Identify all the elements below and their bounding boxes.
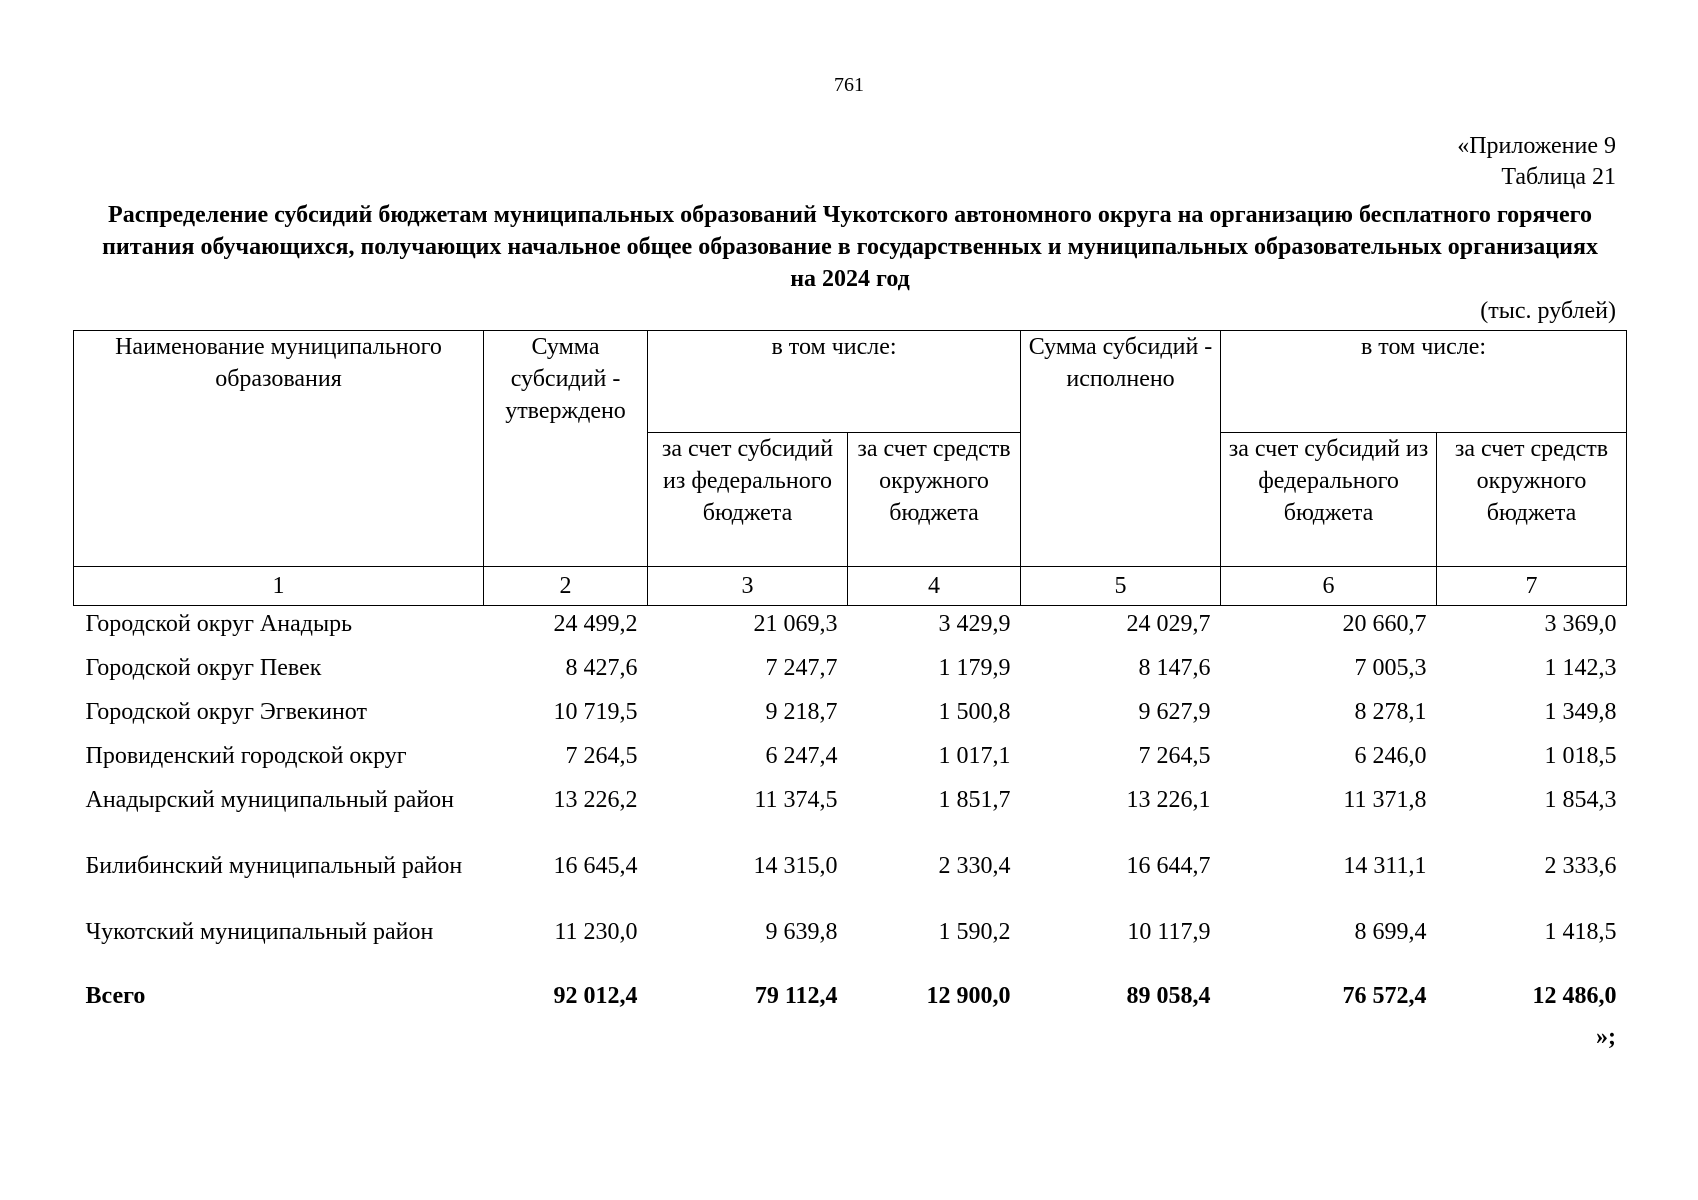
- approved-federal-value: 6 247,4: [765, 743, 838, 769]
- header-municipality: Наименование муниципального образования: [74, 331, 484, 567]
- table-row: [74, 782, 1627, 848]
- header-approved-regional: за счет средств окружного бюджета: [848, 433, 1021, 567]
- units-label: (тыс. рублей): [1480, 298, 1616, 324]
- executed-federal-value: 11 371,8: [1343, 787, 1427, 813]
- executed-regional-value: 1 142,3: [1544, 655, 1617, 681]
- total-approved-regional-value: 12 900,0: [926, 983, 1011, 1009]
- approved-total-value: 7 264,5: [565, 743, 638, 769]
- table-label: Таблица 21: [1501, 164, 1616, 190]
- total-executed-regional-value: 12 486,0: [1532, 983, 1617, 1009]
- total-approved-federal-value: 79 112,4: [754, 983, 838, 1009]
- table-row: [74, 738, 1627, 782]
- approved-federal-value: 14 315,0: [753, 853, 838, 879]
- approved-federal-value: 11 374,5: [754, 787, 838, 813]
- executed-total-value: 10 117,9: [1127, 919, 1211, 945]
- approved-regional-value: 1 500,8: [938, 699, 1011, 725]
- approved-regional-value: 2 330,4: [938, 853, 1011, 879]
- total-executed-federal-value: 76 572,4: [1342, 983, 1427, 1009]
- executed-regional-value: 1 418,5: [1544, 919, 1617, 945]
- municipality-name: Провиденский городской округ: [85, 743, 407, 769]
- closing-quote: »;: [1596, 1024, 1616, 1050]
- municipality-name: Городской округ Эгвекинот: [85, 699, 367, 725]
- executed-total-value: 24 029,7: [1126, 611, 1211, 637]
- header-approved-total: Сумма субсидий - утверждено: [484, 331, 648, 567]
- column-number: 1: [74, 567, 484, 606]
- executed-total-value: 16 644,7: [1126, 853, 1211, 879]
- executed-total-value: 8 147,6: [1138, 655, 1211, 681]
- municipality-name: Городской округ Анадырь: [85, 611, 353, 637]
- total-approved-value: 92 012,4: [553, 983, 638, 1009]
- executed-federal-value: 7 005,3: [1354, 655, 1427, 681]
- header-executed-federal: за счет субсидий из федерального бюджета: [1221, 433, 1437, 567]
- column-number: 4: [848, 567, 1021, 606]
- approved-regional-value: 1 179,9: [938, 655, 1011, 681]
- appendix-reference: [1457, 131, 1616, 193]
- approved-federal-value: 9 639,8: [765, 919, 838, 945]
- approved-total-value: 13 226,2: [553, 787, 638, 813]
- table-row: [74, 650, 1627, 694]
- executed-regional-value: 1 018,5: [1544, 743, 1617, 769]
- executed-federal-value: 14 311,1: [1343, 853, 1427, 879]
- total-executed-value: 89 058,4: [1126, 983, 1211, 1009]
- municipality-name: Чукотский муниципальный район: [85, 919, 434, 945]
- approved-total-value: 24 499,2: [553, 611, 638, 637]
- column-number: 6: [1221, 567, 1437, 606]
- approved-federal-value: 9 218,7: [765, 699, 838, 725]
- column-number-row: [74, 567, 1627, 606]
- municipality-name: Билибинский муниципальный район: [85, 853, 463, 879]
- approved-total-value: 16 645,4: [553, 853, 638, 879]
- executed-regional-value: 2 333,6: [1544, 853, 1617, 879]
- header-approved-federal: за счет субсидий из федерального бюджета: [648, 433, 848, 567]
- executed-federal-value: 20 660,7: [1342, 611, 1427, 637]
- header-executed-breakdown: в том числе:: [1221, 331, 1627, 433]
- header-executed-total: Сумма субсидий - исполнено: [1021, 331, 1221, 567]
- executed-total-value: 13 226,1: [1126, 787, 1211, 813]
- document-title: Распределение субсидий бюджетам муниципальных образований Чукотского автономного округа на организацию бесплатного горячего питания обучающихся, получающих начальное общее образование в государственных и муниципальных образовательных организациях на 2024 год: [102, 202, 1598, 292]
- table-row: [74, 606, 1627, 651]
- executed-total-value: 7 264,5: [1138, 743, 1211, 769]
- approved-regional-value: 1 590,2: [938, 919, 1011, 945]
- municipality-name: Анадырский муниципальный район: [85, 787, 455, 813]
- approved-regional-value: 1 017,1: [938, 743, 1011, 769]
- column-number: 2: [484, 567, 648, 606]
- total-label: Всего: [85, 983, 146, 1009]
- approved-federal-value: 21 069,3: [753, 611, 838, 637]
- executed-regional-value: 1 349,8: [1544, 699, 1617, 725]
- table-row: [74, 694, 1627, 738]
- executed-federal-value: 8 699,4: [1354, 919, 1427, 945]
- header-executed-regional: за счет средств окружного бюджета: [1437, 433, 1627, 567]
- municipality-name: Городской округ Певек: [85, 655, 322, 681]
- total-row: [74, 980, 1627, 1020]
- table-row: [74, 848, 1627, 914]
- approved-federal-value: 7 247,7: [765, 655, 838, 681]
- approved-total-value: 8 427,6: [565, 655, 638, 681]
- header-approved-breakdown: в том числе:: [648, 331, 1021, 433]
- appendix-label: «Приложение 9: [1457, 133, 1616, 159]
- column-number: 7: [1437, 567, 1627, 606]
- table-row: [74, 914, 1627, 980]
- executed-regional-value: 1 854,3: [1544, 787, 1617, 813]
- executed-federal-value: 6 246,0: [1354, 743, 1427, 769]
- approved-regional-value: 3 429,9: [938, 611, 1011, 637]
- approved-total-value: 10 719,5: [553, 699, 638, 725]
- executed-regional-value: 3 369,0: [1544, 611, 1617, 637]
- page-number: 761: [834, 74, 864, 96]
- executed-total-value: 9 627,9: [1138, 699, 1211, 725]
- column-number: 5: [1021, 567, 1221, 606]
- approved-regional-value: 1 851,7: [938, 787, 1011, 813]
- subsidy-table: [73, 330, 1627, 1020]
- approved-total-value: 11 230,0: [554, 919, 638, 945]
- executed-federal-value: 8 278,1: [1354, 699, 1427, 725]
- column-number: 3: [648, 567, 848, 606]
